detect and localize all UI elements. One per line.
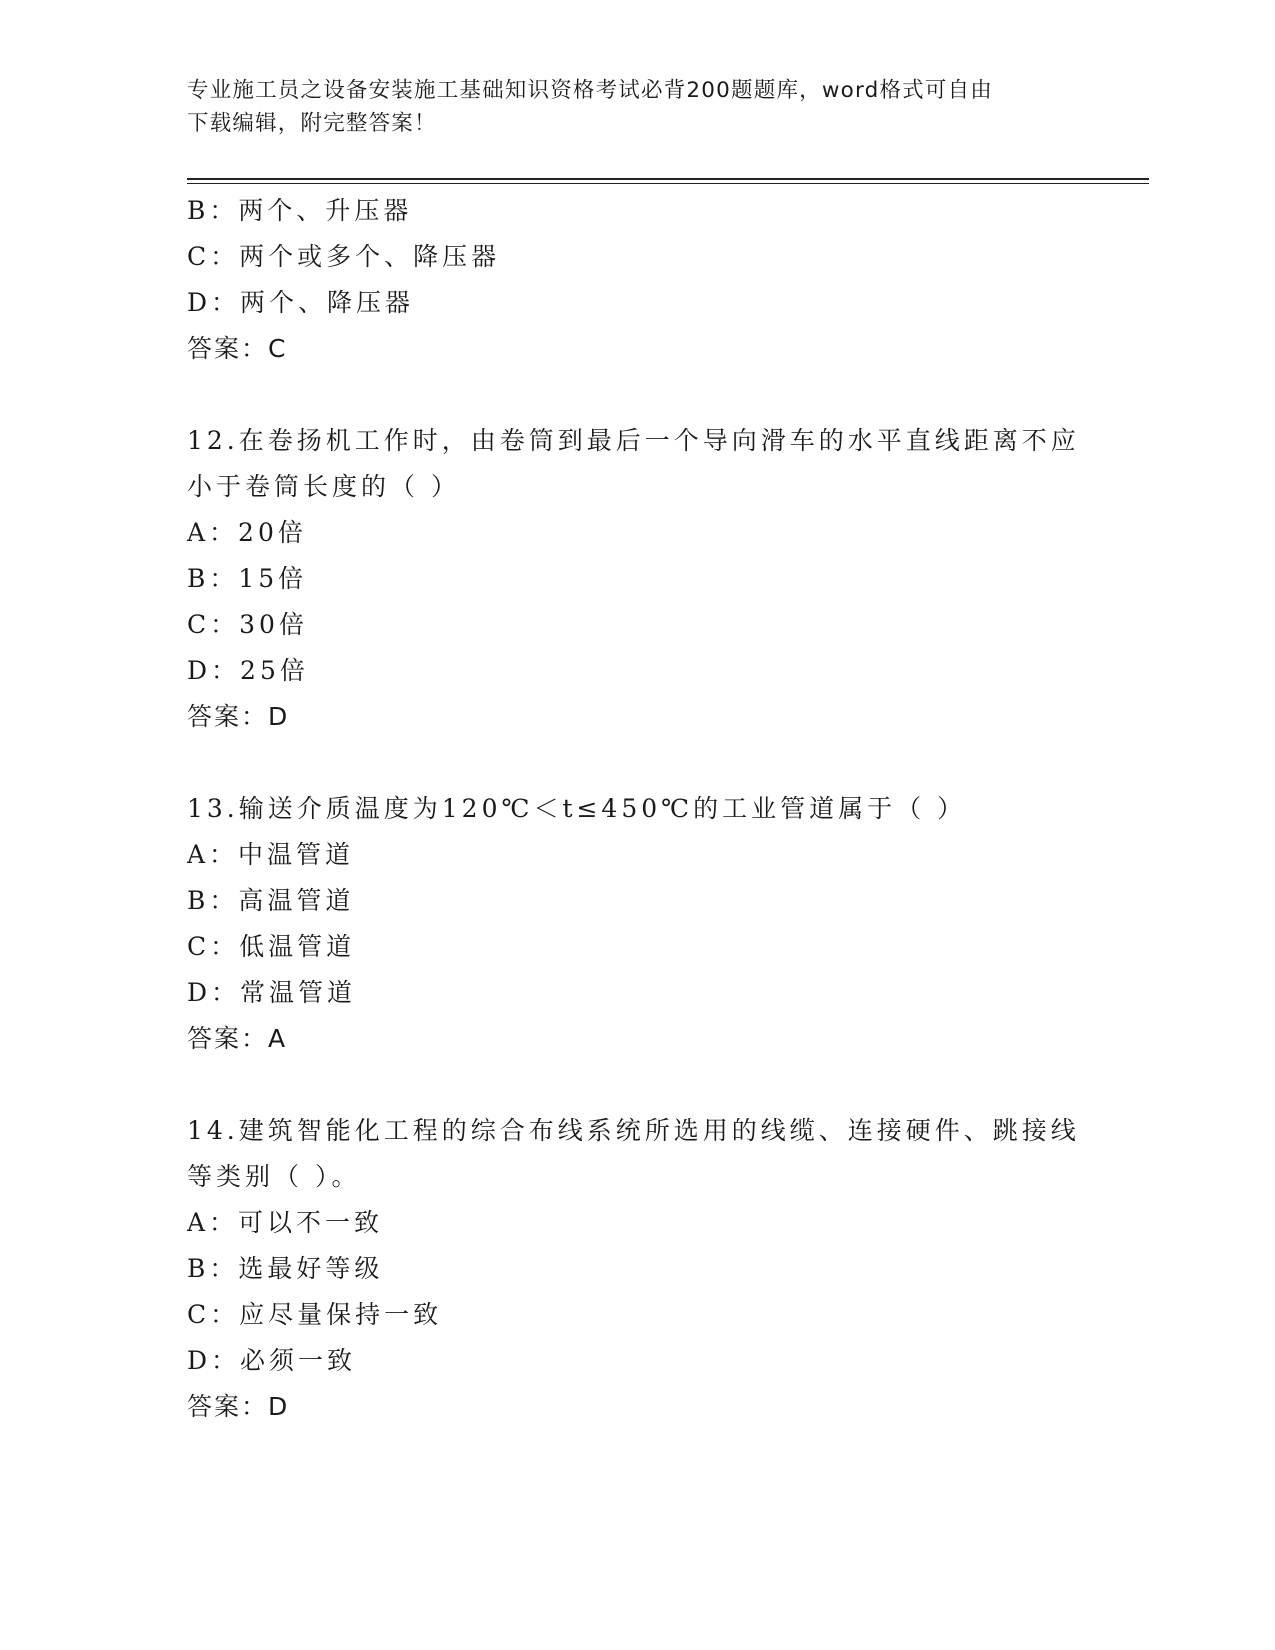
option-a: A：中温管道 (187, 840, 355, 869)
question-stem-line-2: 等类别（ ）。 (187, 1162, 361, 1191)
option-d: D：常温管道 (187, 978, 357, 1007)
header-line-2: 下载编辑，附完整答案！ (187, 111, 437, 136)
question-stem-line-1: 13.输送介质温度为120℃＜t≤450℃的工业管道属于（ ） (187, 794, 967, 823)
option-a: A：20倍 (187, 518, 307, 547)
page-header (187, 74, 1087, 140)
header-line-1: 专业施工员之设备安装施工基础知识资格考试必背200题题库，word格式可自由 (187, 78, 993, 103)
spacer (187, 740, 1087, 786)
option-c: C：应尽量保持一致 (187, 1300, 443, 1329)
option-b: B：15倍 (187, 564, 308, 593)
option-d: D：必须一致 (187, 1346, 357, 1375)
question-13 (187, 786, 1087, 1062)
option-b: B：选最好等级 (187, 1254, 384, 1283)
question-14 (187, 1108, 1087, 1430)
option-d: D：25倍 (187, 656, 309, 685)
option-c: C：两个或多个、降压器 (187, 242, 501, 271)
answer-line: 答案：A (187, 1024, 288, 1053)
answer-line: 答案：D (187, 702, 290, 731)
question-11 (187, 188, 1087, 372)
question-stem-line-2: 小于卷筒长度的（ ） (187, 472, 460, 501)
option-b: B：两个、升压器 (187, 196, 413, 225)
header-divider-thin (187, 183, 1149, 184)
question-stem-line-1: 12.在卷扬机工作时，由卷筒到最后一个导向滑车的水平直线距离不应 (187, 426, 1080, 455)
header-divider-thick (187, 178, 1149, 180)
option-b: B：高温管道 (187, 886, 355, 915)
answer-line: 答案：D (187, 1392, 290, 1421)
spacer (187, 1062, 1087, 1108)
option-c: C：低温管道 (187, 932, 356, 961)
question-content (187, 188, 1087, 1430)
question-stem-line-1: 14.建筑智能化工程的综合布线系统所选用的线缆、连接硬件、跳接线 (187, 1116, 1080, 1145)
answer-line: 答案：C (187, 334, 288, 363)
option-a: A：可以不一致 (187, 1208, 384, 1237)
option-d: D：两个、降压器 (187, 288, 415, 317)
option-c: C：30倍 (187, 610, 308, 639)
question-12 (187, 418, 1087, 740)
spacer (187, 372, 1087, 418)
